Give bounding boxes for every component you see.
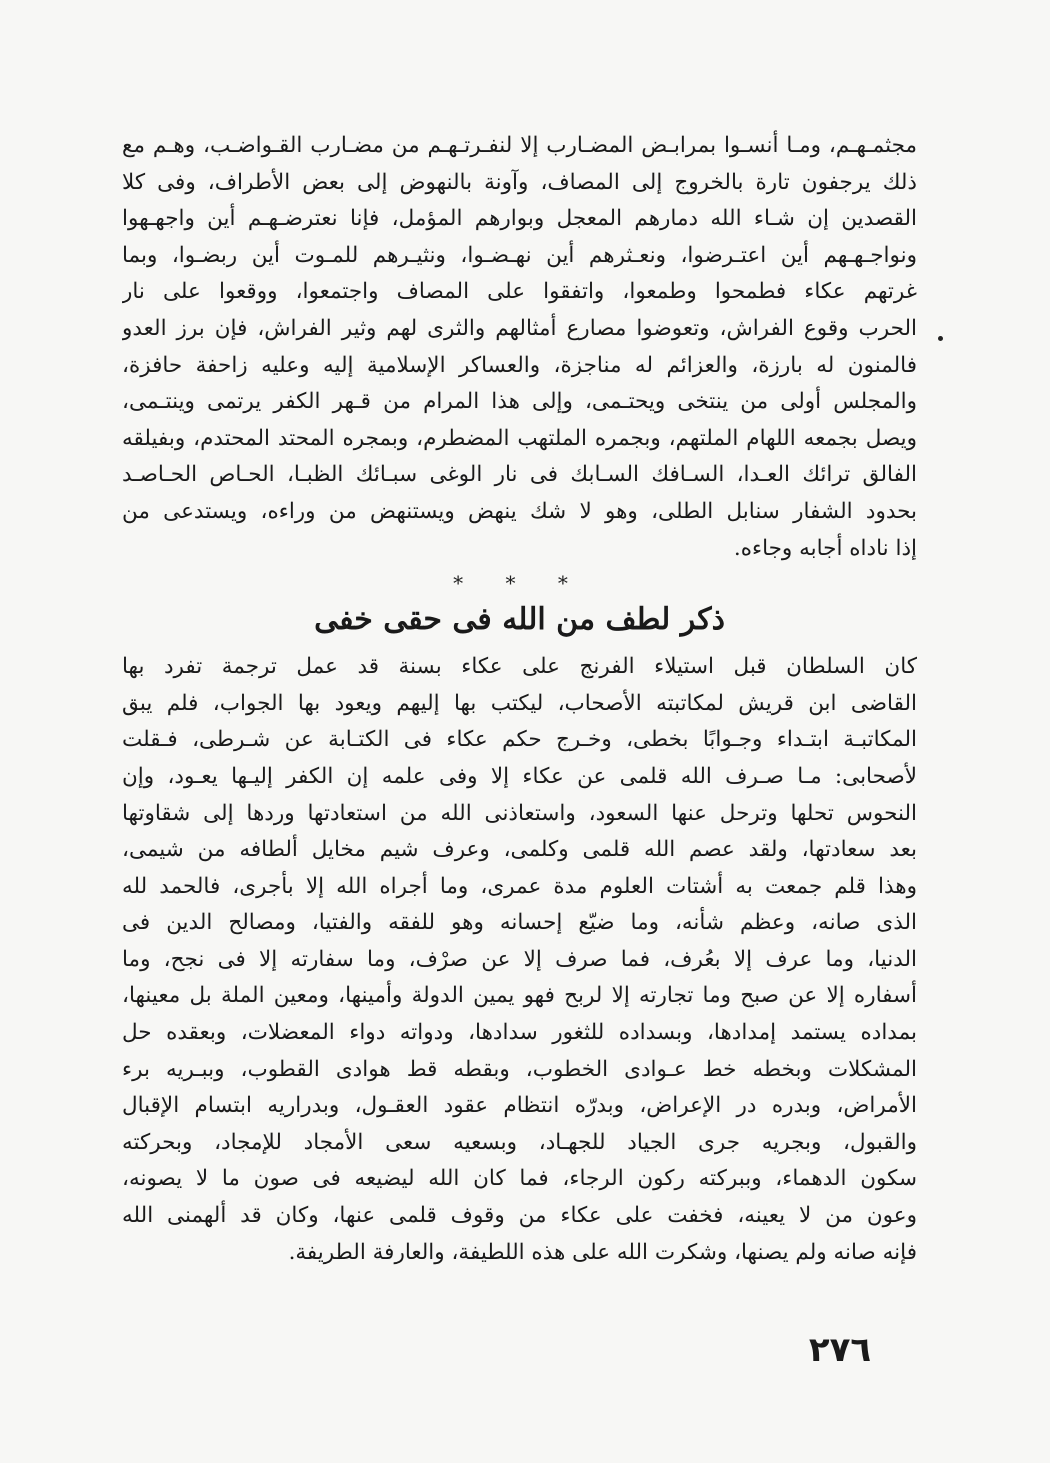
text-line: إذا ناداه أجابه وجاءه.	[733, 535, 917, 561]
text-line: غرتهم عكاء فطمحوا وطمعوا، واتفقوا على المصاف واجتمعوا، ووقعوا على نار	[122, 279, 917, 305]
text-line: بمداده يستمد إمدادها، وبسداده للثغور سدادها، ودواته دواء المعضلات، وبعقده حل	[122, 1020, 917, 1046]
text-line: الفالق ترائك العـدا، السـافك السـابك فى نار الوغى سبـائك الظبـا، الحـاص الحـاصـد	[122, 462, 917, 488]
text-line: فإنه صانه ولم يصنها، وشكرت الله على هذه اللطيفة، والعارفة الطريفة.	[288, 1239, 917, 1265]
text-line: ذلك يرجفون تارة بالخروج إلى المصاف، وآونة بالنهوض إلى بعض الأطراف، وفى كلا	[122, 169, 917, 195]
text-line: والقبول، وبجريه جرى الجياد للجهـاد، وبسعيه سعى الأمجاد للإمجاد، وبحركته	[122, 1129, 917, 1155]
text-line: الأمراض، وبدره در الإعراض، وبدرّه انتظام عقود العقـول، وبدراريه ابتسام الإقبال	[122, 1093, 917, 1119]
text-line: المكاتبـة ابتـداء وجـوابًا بخطى، وخـرج حكم عكاء فى الكتـابة عن شـرطى، فـقلت	[122, 727, 917, 753]
text-line: لأصحابى: مـا صـرف الله قلمى عن عكاء إلا وفى علمه إن الكفر إليـها يعـود، وإن	[122, 763, 917, 789]
section-divider: * * *	[453, 571, 586, 596]
page-number: ٢٧٦	[808, 1330, 872, 1370]
text-line: القصدين إن شـاء الله دمارهم المعجل وبوارهم المؤمل، فإنا نعترضـهـم أين واجهـهوا	[122, 206, 917, 232]
section-heading: ذكر لطف من الله فى حقى خفى	[314, 602, 725, 638]
text-line: النحوس تحلها وترحل عنها السعود، واستعاذنى الله من استعادتها وردها إلى شقاوتها	[122, 800, 917, 826]
text-line: وهذا قلم جمعت به أشتات العلوم مدة عمرى، وما أجراه الله إلا بأجرى، فالحمد لله	[122, 873, 917, 899]
text-line: ونواجـهـهم أين اعتـرضوا، ونعـثرهم أين نهـضـوا، ونثيـرهم للمـوت أين ربضـوا، وبما	[122, 242, 917, 268]
paragraph-2	[122, 649, 917, 1271]
text-line: والمجلس أولى من ينتخى ويحتـمى، وإلى هذا المرام من قـهر الكفر يرتمى وينتـمى،	[122, 389, 917, 415]
text-line: بعد سعادتها، ولقد عصم الله قلمى وكلمى، وعرف شيم مخايل ألطافه من شيمى،	[122, 837, 917, 863]
text-line: بحدود الشفار سنابل الطلى، وهو لا شك ينهض ويستنهض من وراءه، ويستدعى من	[122, 498, 917, 524]
text-line: أسفاره إلا عن صبح وما تجارته إلا لربح فهو يمين الدولة وأمينها، ومعين الملة بل معينها،	[122, 983, 917, 1009]
text-line: فالمنون له بارزة، والعزائم له مناجزة، والعساكر الإسلامية إليه وعليه زاحفة حافزة،	[122, 352, 917, 378]
text-line: المشكلات وبخطه خط عـوادى الخطوب، وبقطه قط هوادى القطوب، وببـريه برء	[122, 1056, 917, 1082]
margin-mark	[938, 336, 943, 341]
text-line: سكون الدهماء، وببركته ركون الرجاء، فما كان الله ليضيعه فى صون ما لا يصونه،	[122, 1166, 917, 1192]
text-line: كان السلطان قبل استيلاء الفرنج على عكاء بسنة قد عمل ترجمة تفرد بها	[122, 654, 917, 680]
page-body	[122, 128, 917, 1271]
text-line: الذى صانه، وعظم شأنه، وما ضيّع إحسانه وهو للفقه والفتيا، ومصالح الدين فى	[122, 910, 917, 936]
text-line: الحرب وقوع الفراش، وتعوضوا مصارع أمثالهم والثرى لهم وثير الفراش، فإن برز العدو	[122, 315, 917, 341]
text-line: مجثمـهـم، ومـا أنسـوا بمرابـض المضـارب إلا لنفـرتـهـم من مضـارب القـواضـب، وهـم مع	[122, 133, 917, 158]
text-line: القاضى ابن قريش لمكاتبته الأصحاب، ليكتب بها إليهم ويعود بها الجواب، فلم يبق	[122, 690, 917, 716]
text-line: ويصل بجمعه اللهام الملتهم، وبجمره الملتهب المضطرم، وبمجره المحتد المحتدم، وبفيلقه	[122, 425, 917, 451]
paragraph-1	[122, 128, 917, 567]
text-line: وعون من لا يعينه، فخفت على عكاء من وقوف قلمى عنها، وكان قد ألهمنى الله	[122, 1203, 917, 1229]
text-line: الدنيا، وما عرف إلا بعُرف، فما صرف إلا عن صرْف، وما سفارته إلا فى نجح، وما	[122, 946, 917, 972]
